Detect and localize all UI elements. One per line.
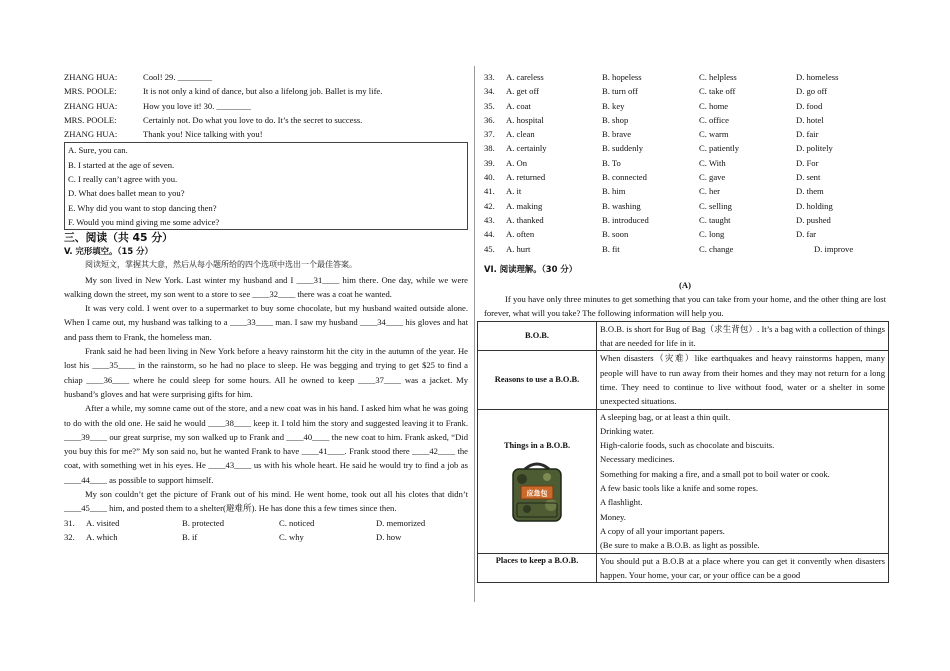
cloze-paragraph: It was very cold. I went over to a supermarket to buy some chocolate, but my husband waited outside alone. When I came out, my husband was talking to a ____33____ man. I saw my husband ____34____ his gloves and hat and pass them to Frank, the homeless man. — [64, 303, 468, 342]
choice-row: 40. A. returned B. connected C. gave D. sent — [484, 172, 821, 183]
choice-row: 37. A. clean B. brave C. warm D. fair — [484, 129, 819, 140]
dialogue-options-box — [64, 142, 468, 230]
bag-label: 应急包 — [526, 489, 548, 498]
row-header — [478, 409, 597, 553]
option-item: C. I really can’t agree with you. — [68, 174, 178, 185]
choice-row: 44. A. often B. soon C. long D. far — [484, 229, 817, 240]
cloze-paragraph: My son couldn’t get the picture of Frank out of his mind. He went home, took out all his clotes that didn’t ____45____ him, and posted them to a shelter(避难所). He has done this a few times since then. — [64, 489, 468, 514]
option-item: F. Would you mind giving me some advice? — [68, 216, 220, 227]
dialogue — [64, 70, 468, 141]
table-row — [478, 351, 889, 409]
choice-row: 35. A. coat B. key C. home D. food — [484, 100, 823, 111]
reading-title: VI. 阅读理解。（30 分） — [484, 263, 578, 274]
bob-table — [477, 321, 889, 583]
left-column — [64, 70, 468, 544]
choice-row: 39. A. On B. To C. With D. For — [484, 157, 819, 168]
choice-row: 43. A. thanked B. introduced C. taught D. pushed — [484, 214, 831, 225]
section-title: 三、阅读（共 45 分） — [64, 231, 173, 245]
dialogue-line: ZHANG HUA: Cool! 29. ________ — [64, 72, 212, 82]
choice-row: 33. A. careless B. hopeless C. helpless D. homeless — [484, 72, 839, 82]
choice-row: 31. A. visited B. protected C. noticed D. memorized — [64, 517, 426, 528]
passage-label: (A) — [679, 279, 691, 290]
list-item: A flashlight. — [600, 497, 643, 508]
dialogue-line: MRS. POOLE: It is not only a kind of dance, but also a lifelong job. Ballet is my life. — [64, 86, 383, 97]
column-divider — [474, 66, 475, 602]
list-item: Money. — [600, 511, 626, 522]
list-item: (Be sure to make a B.O.B. as light as possible. — [600, 540, 760, 551]
list-item: A copy of all your important papers. — [600, 525, 725, 536]
list-item: Drinking water. — [600, 425, 654, 436]
choice-row: 41. A. it B. him C. her D. them — [484, 186, 824, 197]
right-column — [484, 70, 886, 583]
choice-row: 45. A. hurt B. fit C. change D. improve — [484, 243, 854, 254]
choice-row: 34. A. get off B. turn off C. take off D. go off — [484, 86, 828, 97]
dialogue-line: MRS. POOLE: Certainly not. Do what you love to do. It’s the secret to success. — [64, 114, 363, 125]
row-content: When disasters（灾难）like earthquakes and heavy rainstorms happen, many people will have to run away from their homes and they may not return for a long time. They need to continue to live without food, water or a shelter in some unexpected situations. — [597, 351, 889, 409]
row-header: Places to keep a B.O.B. — [478, 553, 597, 583]
cloze-title: V. 完形填空。（15 分） — [64, 246, 153, 257]
choice-row: 42. A. making B. washing C. selling D. holding — [484, 200, 833, 211]
list-item: Necessary medicines. — [600, 454, 675, 465]
table-row — [478, 553, 889, 583]
row-header: B.O.B. — [478, 321, 597, 351]
option-item: B. I started at the age of seven. — [68, 159, 175, 170]
choice-row: 38. A. certainly B. suddenly C. patiently D. politely — [484, 143, 833, 154]
choice-row: 32. A. which B. if C. why D. how — [64, 531, 402, 542]
dialogue-line: ZHANG HUA: How you love it! 30. ________ — [64, 100, 251, 111]
cloze-paragraph: My son lived in New York. Last winter my husband and I ____31____ him there. One day, while we were walking down the street, my son went to a store to see ____32____ there was a coat he wanted. — [64, 274, 468, 299]
list-item: A few basic tools like a knife and some ropes. — [600, 483, 758, 494]
cloze-instruction: 阅读短文，掌握其大意，然后从每小题所给的四个选项中选出一个最佳答案。 — [85, 260, 357, 270]
list-item: High-calorie foods, such as chocolate and biscuits. — [600, 440, 775, 451]
list-item: A sleeping bag, or at least a thin quilt. — [600, 411, 731, 422]
row-content — [597, 409, 889, 553]
table-row — [478, 321, 889, 351]
reading-intro: If you have only three minutes to get something that you can take from your home, and the other thing are lost forever, what will you take? The following information will help you. — [484, 294, 886, 319]
row-content: B.O.B. is short for Bug of Bag（求生背包）. It’s a bag with a collection of things that are needed for life in it. — [597, 321, 889, 351]
survival-bag-image — [507, 459, 567, 525]
list-item: Something for making a fire, and a small pot to boil water or cook. — [600, 468, 830, 479]
cloze-paragraph: After a while, my somne came out of the store, and a new coat was in his hand. I asked him what he was going to do with the old one. He said he would ____38____ keep it. I told him the story and suggested leaving it to Frank. ____39____ our great surprise, my son walked up to Frank and ____40____ the new coat to him. Frank asked, “Did you buy this for me?” My son said no, but he wanted Frank to have ____41____. Frank stood there ____42____ the coat, with something wet in his eyes. He ____43____ us with his whole heart. He said he would try to find a job as ____44____ as possible to support himself. — [64, 403, 468, 485]
option-item: A. Sure, you can. — [68, 145, 128, 156]
row-header-label: Things in a B.O.B. — [503, 440, 571, 450]
choice-row: 36. A. hospital B. shop C. office D. hotel — [484, 114, 824, 125]
dialogue-line: ZHANG HUA: Thank you! Nice talking with you! — [64, 129, 263, 140]
row-header: Reasons to use a B.O.B. — [478, 351, 597, 409]
row-content: You should put a B.O.B at a place where you can get it convently when disasters happen. Your home, your car, or your office can be a good — [597, 553, 889, 583]
choices-list — [484, 70, 886, 256]
table-row — [478, 409, 889, 553]
cloze-paragraph: Frank said he had been living in New York before a heavy rainstorm hit the city in the autumn of the year. He lost his ____35____ in the rainstorm, so he had no place to sleep. He was begging and trying to get $25 to find a chiap ____36____ where he could sleep for some hours. All he owned to keep ____37____ was a jacket. My husband’s gloves and hat were surprising gifts for him. — [64, 346, 468, 399]
option-item: D. What does ballet mean to you? — [68, 188, 185, 199]
option-item: E. Why did you want to stop dancing then? — [68, 202, 217, 213]
